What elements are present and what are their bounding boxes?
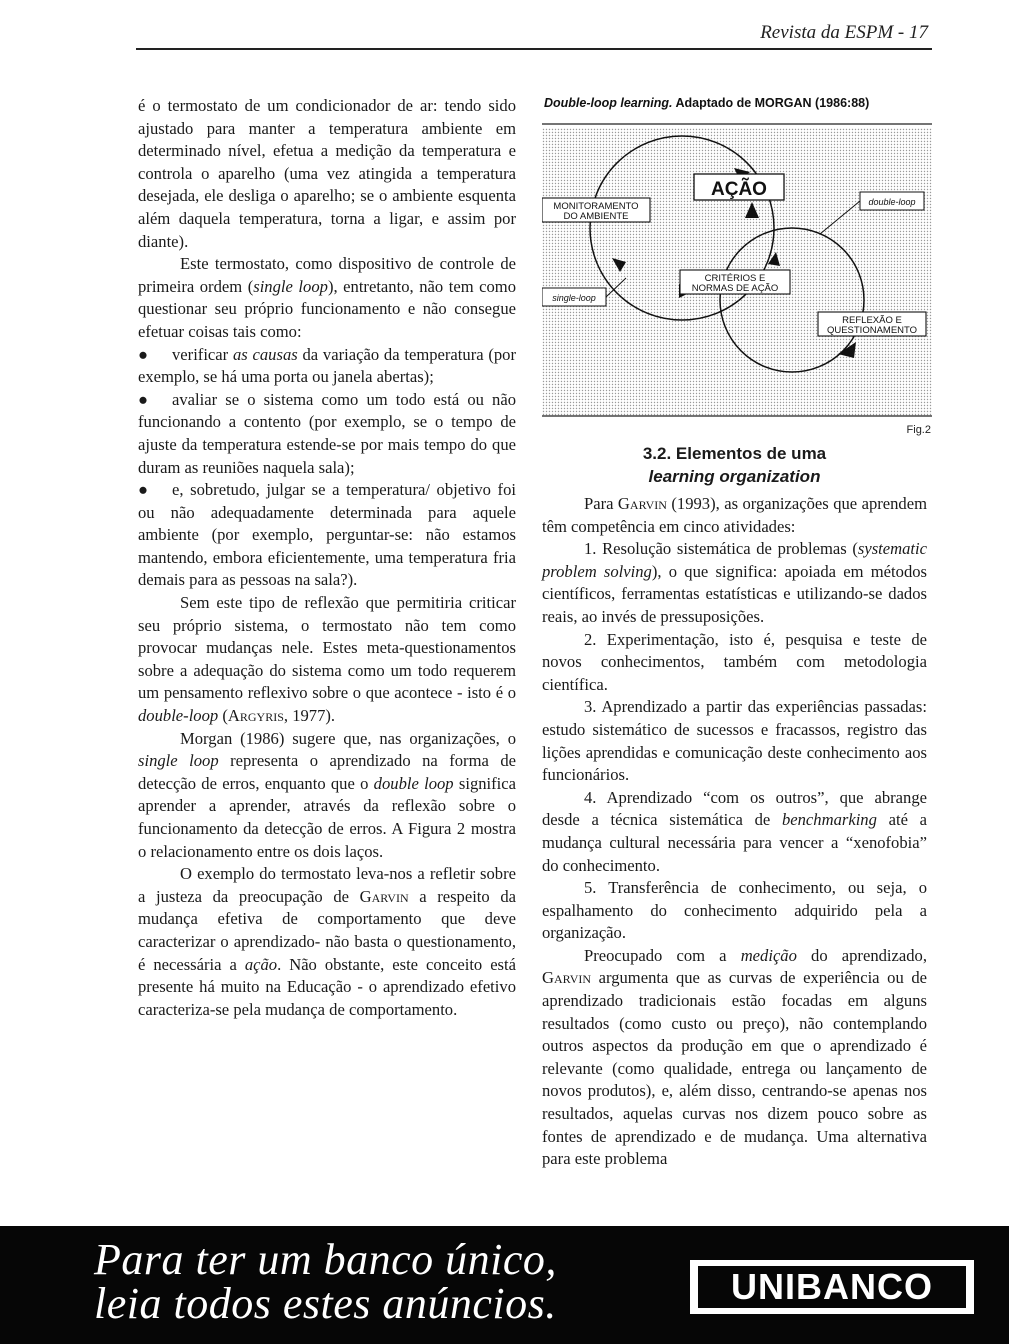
bullet-icon: ● <box>138 389 149 409</box>
paragraph <box>542 787 927 877</box>
advertisement-banner <box>0 1226 1009 1344</box>
caption-emphasis: Double-loop learning. <box>544 96 673 110</box>
left-column <box>138 95 516 1021</box>
text-run: Para <box>584 494 618 513</box>
box-reflexao-label-2: QUESTIONAMENTO <box>826 325 918 336</box>
text-run: . Não obstante, este conceito está presente há muito na Educação - o aprendizado efetivo caracteriza-se pela mudança de comportamento. <box>138 954 516 1019</box>
text-run: 4. Aprendizado “com os outros”, que abrange desde a técnica sistemática de <box>542 787 927 830</box>
text-run: 1. Resolução sistemática de problemas ( <box>584 539 858 559</box>
text-run: Sem este tipo de reflexão que permitiria criticar seu próprio sistema, o termostato não tem como provocar mudanças nele. Estes meta-questionamentos sobre a adequação do sistema como um todo requerem um pensamento reflexivo sobre o que acontece - isto é o <box>138 593 516 703</box>
paragraph <box>138 863 516 1021</box>
tag-double-loop-label: double-loop <box>868 197 916 207</box>
paragraph <box>138 592 516 728</box>
bullet-item <box>138 389 516 479</box>
emphasis: double loop <box>373 773 454 793</box>
paragraph <box>542 945 927 1171</box>
emphasis: systematic problem solving <box>542 539 927 581</box>
text-run: da variação da temperatura (por exemplo, se há uma porta ou janela abertas); <box>138 344 517 387</box>
box-criterios-label-2: NORMAS DE AÇÃO <box>691 283 779 294</box>
text-run: ( <box>218 706 228 726</box>
bullet-icon: ● <box>138 344 149 364</box>
paragraph: 3. Aprendizado a partir das experiências passadas: estudo sistemático de sucessos e fracassos, registro das lições aprendidas e comunicação deste conhecimento aos funcionários. <box>542 697 927 785</box>
ad-slogan-line-2: leia todos estes anúncios. <box>94 1279 557 1328</box>
section-heading <box>542 442 927 488</box>
text-run: Morgan (1986) sugere que, nas organizações, o <box>180 728 516 748</box>
bullet-item <box>138 479 516 592</box>
box-monitoramento-label-2: DO AMBIENTE <box>563 211 629 222</box>
journal-title: Revista da ESPM - 17 <box>760 22 928 43</box>
text-run: verificar <box>172 344 233 364</box>
text-run: até a mudança cultural necessária para vencer a “xenofobia” do conhecimento. <box>542 810 927 875</box>
author-name: Garvin <box>359 886 409 906</box>
text-run: significa aprender a aprender, através da reflexão sobre o funcionamento da detecção de erros. A Figura 2 mostra o relacionamento entre os dois laços. <box>138 773 517 861</box>
unibanco-logo <box>690 1260 974 1314</box>
box-acao-label: AÇÃO <box>711 179 767 200</box>
text-run: Preocupado com a <box>584 945 741 965</box>
figure-caption <box>544 96 932 110</box>
author-name: Garvin <box>617 494 667 513</box>
paragraph <box>138 253 516 343</box>
caption-text: Adaptado de MORGAN (1986:88) <box>672 96 870 110</box>
box-reflexao-label-1: REFLEXÃO E <box>842 315 902 326</box>
ad-slogan-line-1: Para ter um banco único, <box>94 1235 557 1284</box>
text-run: e, sobretudo, julgar se a temperatura/ objetivo foi ou não adequadamente determinada para aquele ambiente (por exemplo, perguntar-se: não estamos mantendo, embora eficientemente, uma temperatura fria demais para as pessoas na sala?). <box>138 480 516 590</box>
emphasis: benchmarking <box>781 810 877 830</box>
text-run: a respeito da mudança efetiva de comportamento que deve caracterizar o aprendizado- não basta o questionamento, é necessária a <box>138 886 516 974</box>
paragraph: é o termostato de um condicionador de ar: tendo sido ajustado para manter a temperatura ambiente em determinado nível, efetua a medição da temperatura e controla o aparelho (uma vez atingida a temperatura desejada, ele desliga o aparelho; se o ambiente esquenta além daquela temperatura, torna a ligar, e assim por diante). <box>138 96 516 251</box>
running-header <box>136 20 932 50</box>
emphasis: as causas <box>232 344 298 364</box>
unibanco-logo-text: UNIBANCO <box>698 1266 966 1308</box>
section-heading-line-1: 3.2. Elementos de uma <box>642 444 827 463</box>
text-run: O exemplo do termostato leva-nos a refletir sobre a justeza da preocupação de <box>138 864 516 906</box>
box-criterios-label-1: CRITÉRIOS E <box>704 273 766 284</box>
text-run: avaliar se o sistema como um todo está ou não funcionando a contento (por exemplo, se o tempo de ajuste da temperatura estende-se por mais tempo do que duram as reuniões naquela sala); <box>138 389 516 477</box>
tag-single-loop-label: single-loop <box>552 293 596 303</box>
paragraph <box>542 493 927 538</box>
text-run: ), entretanto, não tem como questionar seu próprio funcionamento e não consegue efetuar coisas tais como: <box>138 276 517 341</box>
emphasis: single loop <box>253 276 328 296</box>
author-name: Argyris <box>227 706 284 726</box>
emphasis: ação <box>244 954 278 974</box>
double-loop-diagram <box>542 122 932 418</box>
text-run: Este termostato, como dispositivo de controle de primeira ordem ( <box>138 254 516 296</box>
box-monitoramento-label-1: MONITORAMENTO <box>553 201 639 212</box>
paragraph: 5. Transferência de conhecimento, ou seja, o espalhamento do conhecimento adquirido pela a organização. <box>542 878 927 943</box>
paragraph: 2. Experimentação, isto é, pesquisa e teste de novos conhecimentos, também com metodologia científica. <box>542 629 927 694</box>
text-run: ), o que significa: apoiada em métodos científicos, ferramentas estatísticas e utilizando-se dados reais, ao invés de pressuposições. <box>542 561 927 626</box>
text-run: argumenta que as curvas de experiência ou de aprendizado tradicionais estão focadas em alguns resultados (como custo ou preço), não contemplando outros aspectos da produção em que o aprendizado é relevante (como qualidade, entrega ou lançamento de novos produtos), e, além disso, centrando-se apenas nos resultados, aquelas curvas nos dizem pouco sobre as fontes de aprendizado e de mudança. Uma alternativa para este problema <box>542 968 927 1169</box>
ad-slogan <box>94 1235 654 1328</box>
text-run: (1993), as organizações que aprendem têm competência em cinco atividades: <box>542 494 927 536</box>
paragraph <box>138 728 516 864</box>
text-run: representa o aprendizado na forma de detecção de erros, enquanto que o <box>138 751 516 793</box>
paragraph <box>542 538 927 628</box>
author-name: Garvin <box>542 968 592 988</box>
section-heading-line-2: learning organization <box>648 467 821 486</box>
bullet-icon: ● <box>138 480 149 500</box>
emphasis: single loop <box>138 751 219 771</box>
bullet-item <box>138 344 516 389</box>
emphasis: double-loop <box>138 706 219 726</box>
text-run: , 1977). <box>283 706 336 726</box>
text-run: do aprendizado, <box>796 945 928 965</box>
emphasis: medição <box>740 945 797 965</box>
figure-label: Fig.2 <box>906 424 931 436</box>
right-column <box>542 493 927 1171</box>
